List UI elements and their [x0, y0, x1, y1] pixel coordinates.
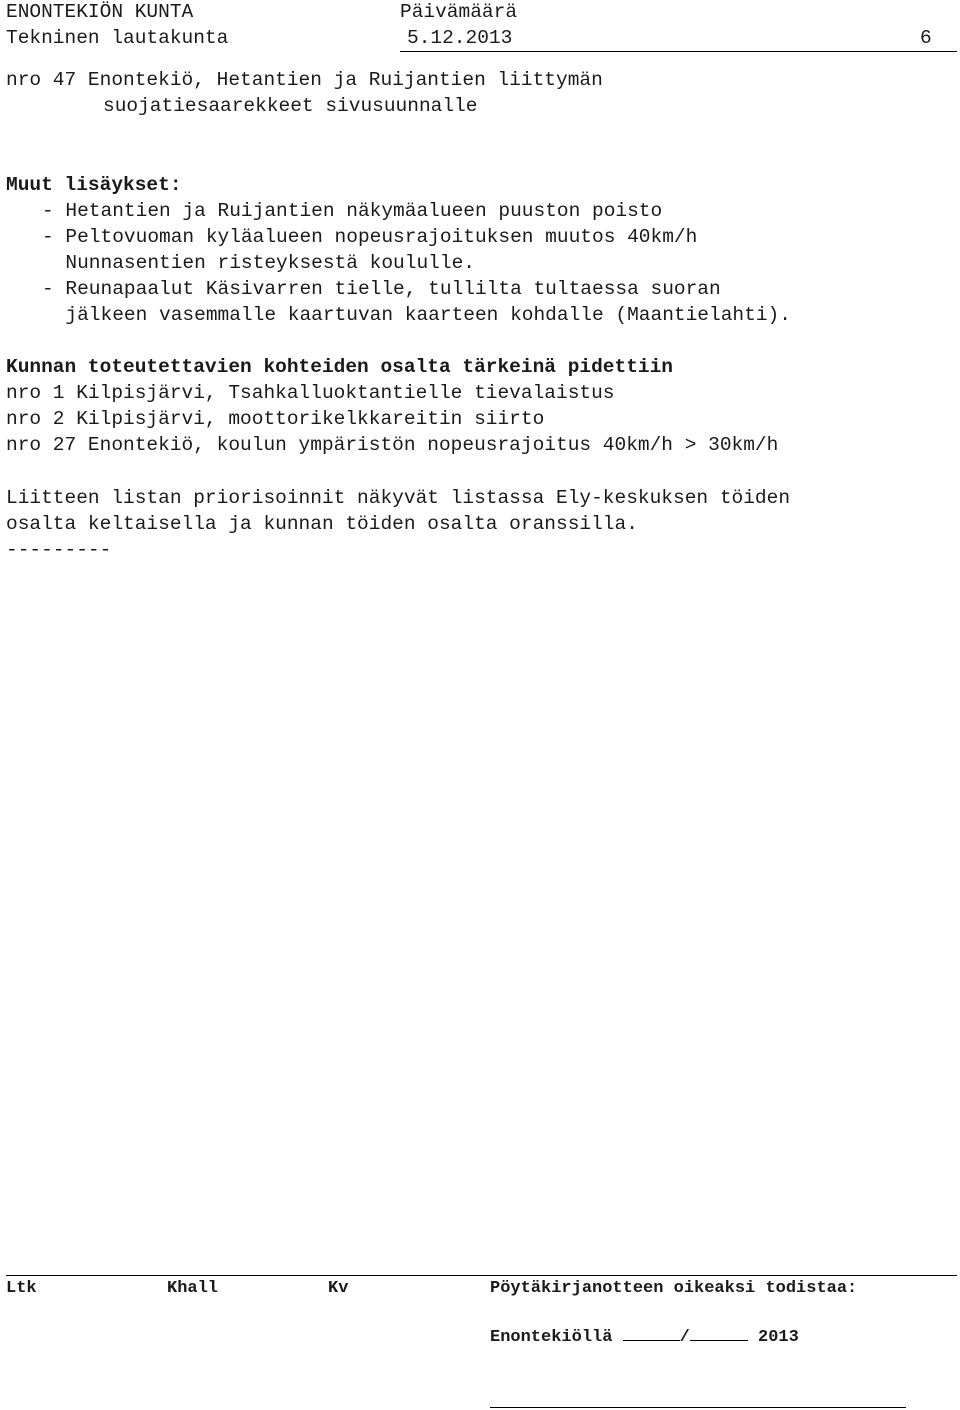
year: 2013	[758, 1328, 799, 1347]
additions-heading: Muut lisäykset:	[6, 174, 182, 196]
municipal-item: nro 1 Kilpisjärvi, Tsahkalluoktantielle tievalaistus	[6, 382, 615, 404]
appendix-line-1: Liitteen listan priorisoinnit näkyvät listassa Ely-keskuksen töiden	[6, 487, 791, 509]
addition-item: - Peltovuoman kyläalueen nopeusrajoituksen muutos 40km/h	[42, 226, 698, 248]
addition-item: jälkeen vasemmalle kaartuvan kaarteen kohdalle (Maantielahti).	[42, 304, 791, 326]
item-47-line-2: suojatiesaarekkeet sivusuunnalle	[103, 95, 478, 117]
footer-khall: Khall	[167, 1279, 219, 1298]
footer-kv: Kv	[328, 1279, 349, 1298]
item-47-line-1: nro 47 Enontekiö, Hetantien ja Ruijantien liittymän	[6, 69, 603, 91]
appendix-line-2: osalta keltaisella ja kunnan töiden osalta oranssilla.	[6, 513, 638, 535]
date-label: Päivämäärä	[400, 1, 518, 23]
place-name: Enontekiöllä	[490, 1328, 613, 1347]
header-rule	[400, 51, 957, 52]
addition-item: - Reunapaalut Käsivarren tielle, tullilta tultaessa suoran	[42, 278, 721, 300]
footer-ltk: Ltk	[6, 1279, 37, 1298]
footer-rule	[6, 1275, 957, 1276]
org-name: ENONTEKIÖN KUNTA	[6, 1, 194, 23]
meeting-date: 5.12.2013	[407, 27, 513, 49]
signature-line	[490, 1407, 906, 1408]
addition-item: Nunnasentien risteyksestä koululle.	[42, 252, 475, 274]
page-number: 6	[920, 27, 932, 49]
date-slash: /	[679, 1328, 690, 1347]
municipal-heading: Kunnan toteutettavien kohteiden osalta tärkeinä pidettiin	[6, 356, 674, 378]
separator: ---------	[6, 539, 112, 561]
day-blank	[623, 1322, 680, 1341]
signature-place-date	[490, 1322, 799, 1349]
month-blank	[690, 1322, 748, 1341]
board-name: Tekninen lautakunta	[6, 27, 229, 49]
municipal-item: nro 2 Kilpisjärvi, moottorikelkkareitin siirto	[6, 408, 545, 430]
municipal-item: nro 27 Enontekiö, koulun ympäristön nopeusrajoitus 40km/h > 30km/h	[6, 434, 779, 456]
certification-label: Pöytäkirjanotteen oikeaksi todistaa:	[490, 1279, 858, 1298]
addition-item: - Hetantien ja Ruijantien näkymäalueen puuston poisto	[42, 200, 663, 222]
